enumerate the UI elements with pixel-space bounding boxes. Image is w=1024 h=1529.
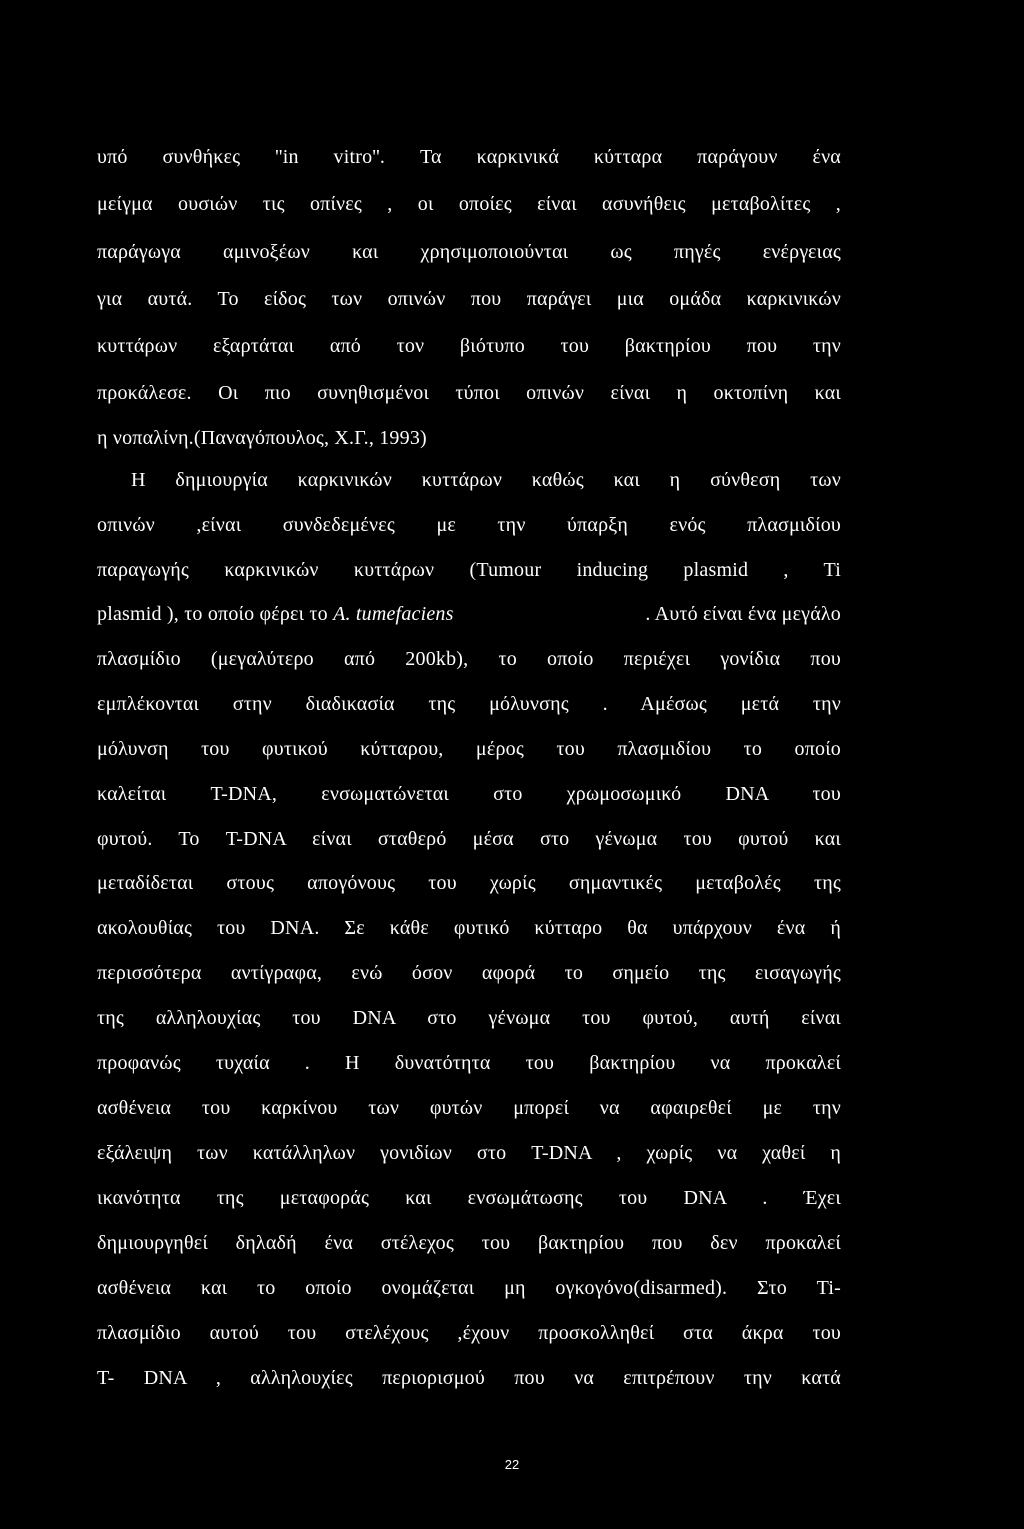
text-line: ικανότητα της μεταφοράς και ενσωμάτωσης του DNA . Έχει [97,1187,841,1209]
text-line: πλασμίδιο αυτού του στελέχους ,έχουν προσκολληθεί στα άκρα του [97,1322,841,1344]
text-line [97,600,841,628]
text-line: της αλληλουχίας του DNA στο γένωμα του φυτού, αυτή είναι [97,1007,841,1029]
text-line: δημιουργηθεί δηλαδή ένα στέλεχος του βακτηρίου που δεν προκαλεί [97,1232,841,1254]
page-number: 22 [504,1457,520,1472]
text-line: μεταδίδεται στους απογόνους του χωρίς σημαντικές μεταβολές της [97,872,841,894]
text-line: πλασμίδιο (μεγαλύτερο από 200kb), το οποίο περιέχει γονίδια που [97,648,841,670]
text-run: plasmid ), το οποίο φέρει το [97,603,328,625]
text-line: φυτού. Το T-DNA είναι σταθερό μέσα στο γένωμα του φυτού και [97,828,841,850]
text-line: ασθένεια και το οποίο ονομάζεται μη ογκογόνο(disarmed). Στο Ti- [97,1277,841,1299]
text-line: η νοπαλίνη.(Παναγόπουλος, Χ.Γ., 1993) [97,427,427,449]
text-line: υπό συνθήκες ''in vitro''. Τα καρκινικά κύτταρα παράγουν ένα [97,146,841,168]
text-line: κυττάρων εξαρτάται από τον βιότυπο του βακτηρίου που την [97,335,841,357]
text-line: μείγμα ουσιών τις οπίνες , οι οποίες είναι ασυνήθεις μεταβολίτες , [97,193,841,215]
italic-species-name: A. tumefaciens [333,603,454,625]
text-line: για αυτά. Το είδος των οπινών που παράγει μια ομάδα καρκινικών [97,288,841,310]
text-line: μόλυνση του φυτικού κύτταρου, μέρος του πλασμιδίου το οποίο [97,738,841,760]
text-line: παράγωγα αμινοξέων και χρησιμοποιούνται ως πηγές ενέργειας [97,241,841,263]
text-line: οπινών ,είναι συνδεδεμένες με την ύπαρξη ενός πλασμιδίου [97,514,841,536]
text-line: ακολουθίας του DNA. Σε κάθε φυτικό κύτταρο θα υπάρχουν ένα ή [97,917,841,939]
text-line: ασθένεια του καρκίνου των φυτών μπορεί να αφαιρεθεί με την [97,1097,841,1119]
text-line: T- DNA , αλληλουχίες περιορισμού που να επιτρέπουν την κατά [97,1367,841,1389]
text-line: εξάλειψη των κατάλληλων γονιδίων στο T-DNA , χωρίς να χαθεί η [97,1142,841,1164]
text-line: παραγωγής καρκινικών κυττάρων (Tumour inducing plasmid , Ti [97,559,841,581]
text-run: . Αυτό είναι ένα μεγάλο [645,603,841,625]
text-line: περισσότερα αντίγραφα, ενώ όσον αφορά το σημείο της εισαγωγής [97,962,841,984]
text-line: προκάλεσε. Οι πιο συνηθισμένοι τύποι οπινών είναι η οκτοπίνη και [97,382,841,404]
text-line: προφανώς τυχαία . Η δυνατότητα του βακτηρίου να προκαλεί [97,1052,841,1074]
paragraph-first-line: Η δημιουργία καρκινικών κυττάρων καθώς και η σύνθεση των [131,469,841,491]
text-line: καλείται T-DNA, ενσωματώνεται στο χρωμοσωμικό DNA του [97,783,841,805]
text-line: εμπλέκονται στην διαδικασία της μόλυνσης . Αμέσως μετά την [97,693,841,715]
